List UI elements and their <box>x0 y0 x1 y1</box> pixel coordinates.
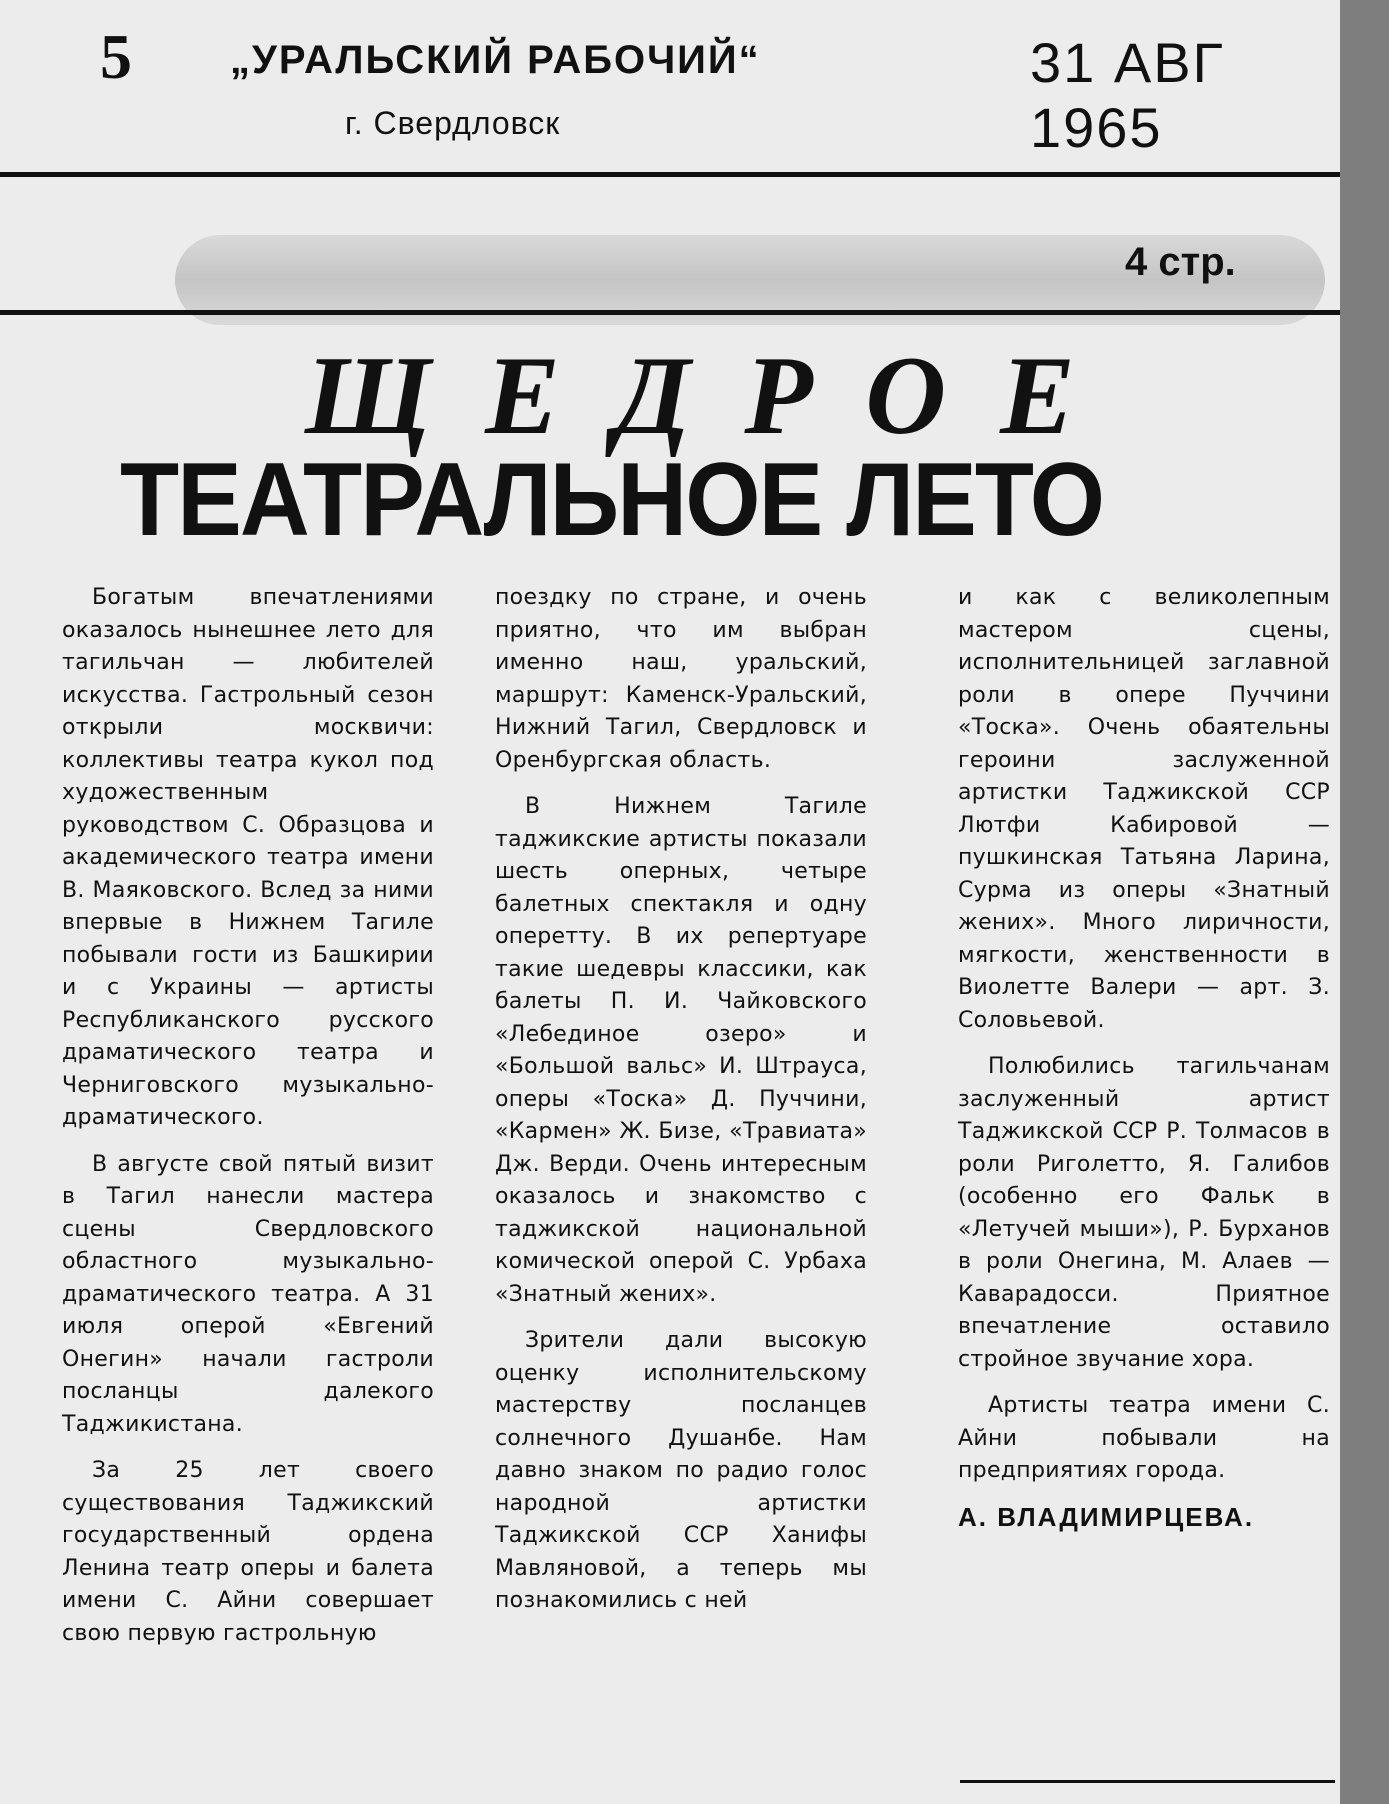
paragraph: Зрители дали высокую оценку исполнительскому мастерству посланцев солнечного Душанбе. Нам давно знаком по радио голос народной артистки Таджикской ССР Ханифы Мавляновой, а теперь мы познакомились с ней <box>495 1328 867 1613</box>
article-column-2 <box>495 582 867 1632</box>
paragraph: Полюбились тагильчанам заслуженный артист Таджикской ССР Р. Толмасов в роли Риголетто, Я. Галибов (особенно его Фальк в «Летучей мыши»), Р. Бурханов в роли Онегина, М. Алаев — Каварадосси. Приятное впечатление оставило стройное звучание хора. <box>958 1054 1330 1372</box>
paragraph: В Нижнем Тагиле таджикские артисты показали шесть оперных, четыре балетных спектакля и одну оперетту. В их репертуаре такие шедевры классики, как балеты П. И. Чайковского «Лебединое озеро» и «Большой вальс» И. Штрауса, оперы «Тоска» Д. Пуччини, «Кармен» Ж. Бизе, «Травиата» Дж. Верди. Очень интересным оказалось и знакомство с таджикской национальной комической оперой С. Урбаха «Знатный жених». <box>495 794 867 1307</box>
date-stamp: 31 АВГ 1965 <box>1030 31 1225 159</box>
article-column-3 <box>958 582 1330 1533</box>
newspaper-name: „УРАЛЬСКИЙ РАБОЧИЙ“ <box>230 38 761 82</box>
header-rule <box>0 172 1340 177</box>
signature-rule <box>960 1780 1335 1783</box>
page-reference: 4 стр. <box>1125 240 1236 284</box>
headline-line-1: ЩЕДРОЕ <box>305 334 1129 458</box>
page-mark: 5 <box>100 21 132 92</box>
paragraph: Артисты театра имени С. Айни побывали на предприятиях города. <box>958 1393 1330 1483</box>
paragraph: Богатым впечатлениями оказалось нынешнее лето для тагильчан — любителей искусства. Гастрольный сезон открыли москвичи: коллективы театра кукол под художественным руководством С. Образцова и академического театра имени В. Маяковского. Вслед за ними впервые в Нижнем Тагиле побывали гости из Башкирии и с Украины — артисты Республиканского русского драматического театра и Черниговского музыкально-драматического. <box>62 585 434 1130</box>
section-rule <box>0 310 1340 315</box>
scan-background <box>1340 0 1389 1804</box>
article-column-1 <box>62 582 434 1664</box>
author-signature: А. ВЛАДИМИРЦЕВА. <box>958 1501 1255 1532</box>
newspaper-city: г. Свердловск <box>345 105 561 141</box>
headline-line-2: ТЕАТРАЛЬНОЕ ЛЕТО <box>120 442 1104 558</box>
paragraph: и как с великолепным мастером сцены, исполнительницей заглавной роли в опере Пуччини «Тоска». Очень обаятельны героини заслуженной артистки Таджикской ССР Лютфи Кабировой — пушкинская Татьяна Ларина, Сурма из оперы «Знатный жених». Много лиричности, мягкости, женственности в Виолетте Валери — арт. З. Соловьевой. <box>958 585 1330 1033</box>
paragraph: поездку по стране, и очень приятно, что им выбран именно наш, уральский, маршрут: Каменск-Уральский, Нижний Тагил, Свердловск и Оренбургская область. <box>495 585 867 773</box>
paragraph: В августе свой пятый визит в Тагил нанесли мастера сцены Свердловского областного музыкально-драматического театра. А 31 июля оперой «Евгений Онегин» начали гастроли посланцы далекого Таджикистана. <box>62 1151 434 1437</box>
paragraph: За 25 лет своего существования Таджикский государственный ордена Ленина театр оперы и балета имени С. Айни совершает свою первую гастрольную <box>62 1458 434 1646</box>
